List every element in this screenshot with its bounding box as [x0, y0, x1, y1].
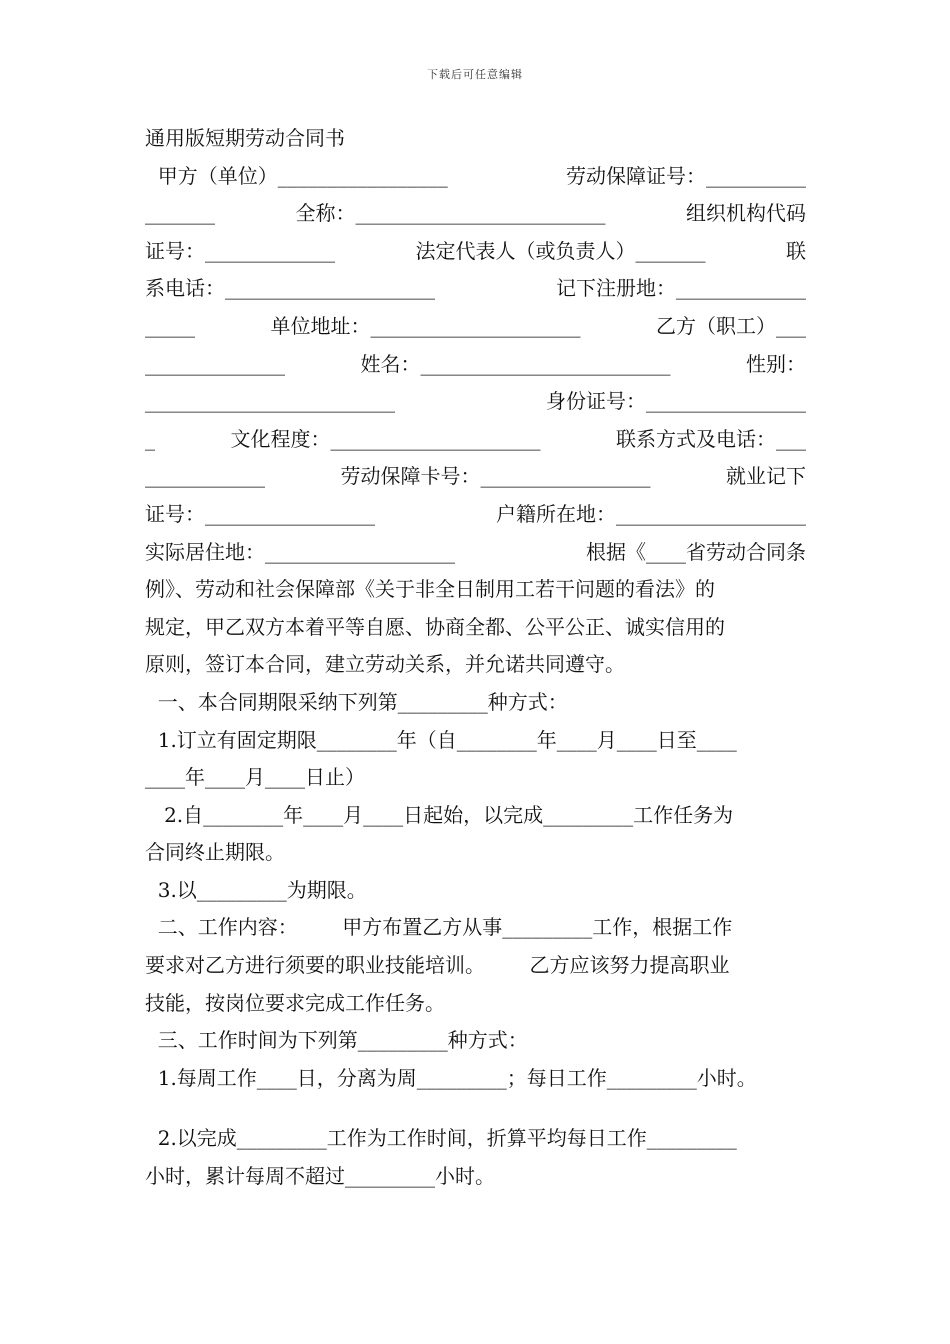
text-segment: 证号：_________________ [145, 501, 375, 526]
text-segment: 甲方（单位）_________________ [145, 163, 448, 188]
text-line: 2.以完成_________工作为工作时间，折算平均每日工作_________ [145, 1126, 737, 1151]
contract-body [145, 120, 806, 1196]
text-segment: 组织机构代码 [686, 201, 806, 226]
text-line: 2.自________年____月____日起始，以完成_________工作任务为 [145, 802, 734, 827]
text-line: 要求对乙方进行须要的职业技能培训。 乙方应该努力提高职业 [145, 953, 730, 978]
text-segment: 就业记下 [726, 464, 806, 489]
text-segment: 系电话：_____________________ [145, 276, 435, 301]
text-segment: 身份证号：________________ [546, 389, 806, 414]
text-segment: ____________ [145, 464, 265, 489]
text-line: 1.每周工作____日，分离为周_________；每日工作_________小时。 [145, 1065, 757, 1090]
text-line [145, 346, 806, 384]
text-line: 二、工作内容： 甲方布置乙方从事_________工作，根据工作 [145, 915, 733, 940]
text-line: 合同终止期限。 [145, 840, 285, 865]
text-line: 原则，签订本合同，建立劳动关系，并允诺共同遵守。 [145, 652, 625, 677]
text-line [145, 534, 806, 572]
text-segment: _______ [145, 201, 215, 226]
text-segment: 乙方（职工）___ [656, 313, 806, 338]
text-line [145, 158, 806, 196]
text-line: 规定，甲乙双方本着平等自愿、协商全都、公平公正、诚实信用的 [145, 614, 725, 639]
text-line: 一、本合同期限采纳下列第_________种方式： [145, 689, 568, 714]
text-line: 技能，按岗位要求完成工作任务。 [145, 990, 445, 1015]
text-line: 小时，累计每周不超过_________小时。 [145, 1164, 495, 1189]
text-line [145, 383, 806, 421]
text-segment: 法定代表人（或负责人）_______ [415, 238, 706, 263]
text-line: 三、工作时间为下列第_________种方式： [145, 1028, 528, 1053]
text-segment: _________________________ [145, 389, 395, 414]
text-segment: 户籍所在地：___________________ [496, 501, 806, 526]
text-segment: 联 [786, 238, 806, 263]
text-segment: 劳动保障证号：__________ [566, 163, 806, 188]
text-line: 1.订立有固定期限________年（自________年____月____日至____ [145, 727, 737, 752]
text-line [145, 270, 806, 308]
text-segment: 单位地址：_____________________ [270, 313, 581, 338]
text-segment: 记下注册地：_____________ [556, 276, 806, 301]
text-segment: 文化程度：_____________________ [230, 426, 541, 451]
text-segment: 姓名：_________________________ [360, 351, 671, 376]
text-line: 3.以_________为期限。 [145, 877, 367, 902]
text-line [145, 233, 806, 271]
text-segment: 实际居住地：___________________ [145, 539, 455, 564]
text-segment: 性别： [746, 351, 806, 376]
document-title: 通用版短期劳动合同书 [145, 126, 345, 150]
text-segment: ______________ [145, 351, 285, 376]
text-line: 例》、劳动和社会保障部《关于非全日制用工若干问题的看法》的 [145, 577, 715, 602]
text-segment: 根据《____省劳动合同条 [586, 539, 806, 564]
text-segment: _ [145, 426, 155, 451]
text-segment: 全称：_________________________ [295, 201, 606, 226]
text-line [145, 421, 806, 459]
text-segment: 联系方式及电话：___ [616, 426, 806, 451]
text-line [145, 458, 806, 496]
text-line [145, 308, 806, 346]
text-segment: 劳动保障卡号：_________________ [340, 464, 651, 489]
text-line [145, 195, 806, 233]
text-line: ____年____月____日止） [145, 765, 365, 790]
text-line [145, 496, 806, 534]
text-segment: _____ [145, 313, 195, 338]
header-note: 下载后可任意编辑 [427, 68, 523, 81]
text-segment: 证号：_____________ [145, 238, 335, 263]
paragraph-gap [145, 1097, 806, 1120]
